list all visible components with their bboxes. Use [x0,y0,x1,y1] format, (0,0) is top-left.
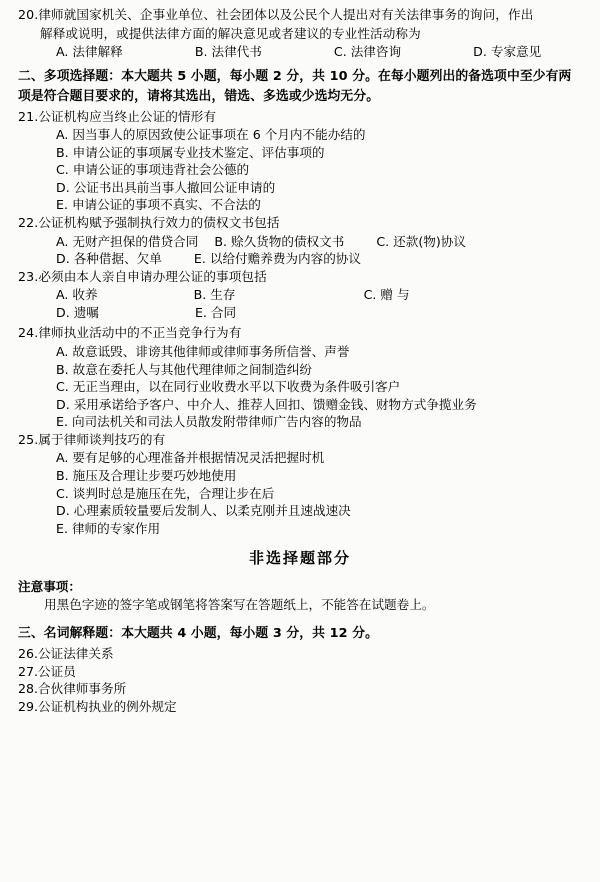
question-21-option-c: C. 申请公证的事项违背社会公德的 [56,162,250,178]
question-20-stem-cont: 解释或说明，或提供法律方面的解决意见或者建议的专业性活动称为 [40,25,421,41]
question-25-option-e: E. 律师的专家作用 [56,520,161,536]
question-20-stem-line1: 20.律师就国家机关、企事业单位、社会团体以及公民个人提出对有关法律事务的询问，作出 [18,7,534,22]
section-two-heading [18,68,582,86]
question-24-option-c: C. 无正当理由，以在同行业收费水平以下收费为条件吸引客户 [56,379,401,395]
question-24-stem: 24.律师执业活动中的不正当竞争行为有 [18,325,242,341]
question-25-stem: 25.属于律师谈判技巧的有 [18,431,166,447]
section-three-heading [18,625,582,643]
part-title-non-choice: 非选择题部分 [248,549,351,568]
section-two-lead: 二、多项选择题： [18,68,122,84]
question-25-option-d: D. 心理素质较量要后发制人、以柔克刚并且速战速决 [56,503,351,519]
question-24-option-d: D. 采用承诺给予客户、中介人、推荐人回扣、馈赠金钱、财物方式争揽业务 [56,396,477,412]
term-item-26: 26.公证法律关系 [18,645,114,661]
question-23-options-row-2: D. 遗嘱 E. 合同 [56,304,237,320]
notice-title: 注意事项： [18,579,81,595]
question-21-option-e: E. 申请公证的事项不真实、不合法的 [56,197,261,213]
question-23-stem: 23.必须由本人亲自申请办理公证的事项包括 [18,268,267,284]
question-22-options-row-1: A. 无财产担保的借贷合同 B. 赊久货物的债权文书 C. 还款(物)协议 [56,233,466,249]
section-three-text: 本大题共 4 小题，每小题 3 分，共 12 分。 [121,625,378,641]
question-22-options-row-2: D. 各种借据、欠单 E. 以给付赡养费为内容的协议 [56,251,361,267]
question-21-option-b: B. 申请公证的事项属专业技术鉴定、评估事项的 [56,144,325,160]
question-21-option-d: D. 公证书出具前当事人撤回公证申请的 [56,179,276,195]
question-21-option-a: A. 因当事人的原因致使公证事项在 6 个月内不能办结的 [56,127,366,143]
question-24-option-b: B. 故意在委托人与其他代理律师之间制造纠纷 [56,361,312,377]
term-item-27: 27.公证员 [18,663,76,679]
section-two-text: 本大题共 5 小题，每小题 2 分，共 10 分。在每小题列出的备选项中至少有两 [121,68,572,84]
question-25-option-c: C. 谈判时总是施压在先，合理让步在后 [56,485,275,501]
question-25-option-b: B. 施压及合理让步要巧妙地使用 [56,468,237,483]
question-24-option-e: E. 向司法机关和司法人员散发附带律师广告内容的物品 [56,414,362,430]
question-20-options: A. 法律解释 B. 法律代书 C. 法律咨询 D. 专家意见 [56,44,542,59]
notice-body: 用黑色字迹的签字笔或钢笔将答案写在答题纸上，不能答在试题卷上。 [44,597,435,613]
question-20-stem [18,6,582,24]
term-item-28: 28.合伙律师事务所 [18,681,127,697]
question-25-option-a: A. 要有足够的心理准备并根据情况灵活把握时机 [56,450,325,466]
term-item-29: 29.公证机构执业的例外规定 [18,699,177,715]
question-24-option-a: A. 故意诋毁、诽谤其他律师或律师事务所信誉、声誉 [56,343,350,359]
question-22-stem: 22.公证机构赋予强制执行效力的债权文书包括 [18,215,280,231]
section-two-heading-cont: 项是符合题目要求的，请将其选出，错选、多选或少选均无分。 [18,88,380,104]
question-21-stem: 21.公证机构应当终止公证的情形有 [18,108,217,124]
question-23-options-row-1: A. 收养 B. 生存 C. 赠 与 [56,287,410,303]
section-three-lead: 三、名词解释题： [18,625,122,641]
